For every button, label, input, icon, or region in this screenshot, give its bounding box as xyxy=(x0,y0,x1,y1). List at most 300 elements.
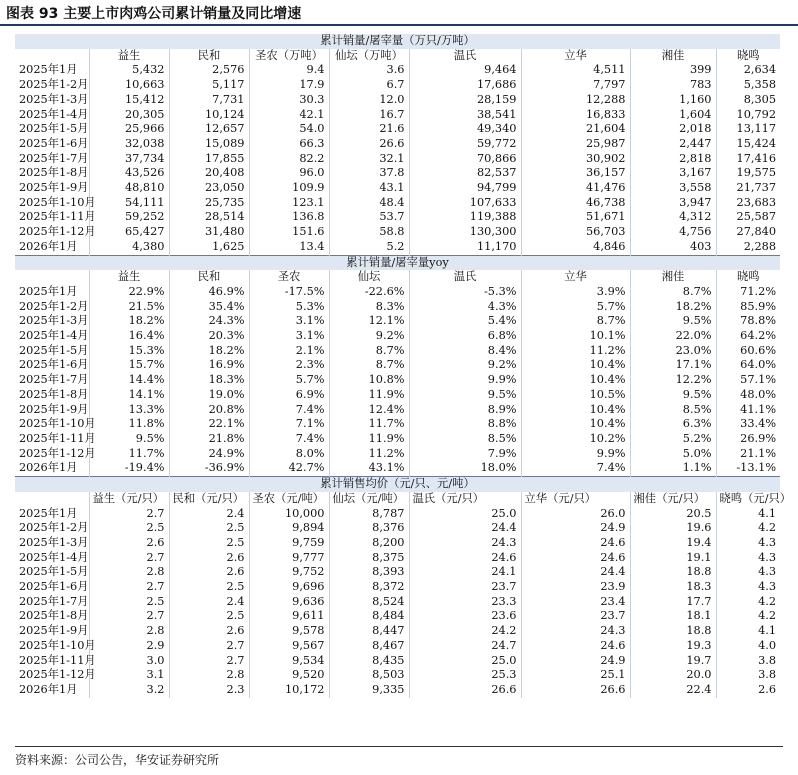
value-cell: 5.0% xyxy=(630,447,716,462)
value-cell: -22.6% xyxy=(329,285,409,300)
value-cell: 3.1 xyxy=(89,668,169,683)
value-cell: 20.0 xyxy=(630,668,716,683)
value-cell: 2.5 xyxy=(169,536,249,551)
table-row xyxy=(15,654,780,669)
value-cell: 8.8% xyxy=(409,417,521,432)
table-row xyxy=(15,210,780,225)
value-cell: 16,833 xyxy=(521,108,630,123)
column-header: 仙坛 xyxy=(329,270,409,285)
value-cell: 9,636 xyxy=(249,595,329,610)
table-row xyxy=(15,551,780,566)
value-cell: 3,947 xyxy=(630,196,716,211)
value-cell: 41.1% xyxy=(740,402,777,416)
value-cell: 11.8% xyxy=(89,417,169,432)
table-row xyxy=(15,536,780,551)
value-cell: 24.1 xyxy=(409,565,521,580)
value-cell: 1,625 xyxy=(169,240,249,255)
value-cell: 10,172 xyxy=(249,683,329,698)
value-cell: 7.1% xyxy=(249,417,329,432)
value-cell: 25,735 xyxy=(169,196,249,211)
value-cell: 20.5 xyxy=(630,507,716,522)
value-cell: 5,432 xyxy=(89,63,169,78)
column-header: 圣农（元/吨） xyxy=(249,492,329,507)
period-cell: 2025年1-9月 xyxy=(15,181,89,196)
value-cell: 18.3% xyxy=(169,373,249,388)
value-cell: 136.8 xyxy=(249,210,329,225)
value-cell: 18.3 xyxy=(630,580,716,595)
value-cell: 9.5% xyxy=(630,314,716,329)
value-cell: 4.0 xyxy=(758,638,777,652)
value-cell: 2,634 xyxy=(743,63,777,77)
value-cell: 19.4 xyxy=(630,536,716,551)
column-header: 湘佳（元/只） xyxy=(630,492,716,507)
value-cell: -13.1% xyxy=(736,461,777,475)
value-cell: 25,587 xyxy=(736,210,777,224)
value-cell: 2.5 xyxy=(89,595,169,610)
value-cell: 3.1% xyxy=(249,314,329,329)
period-cell: 2026年1月 xyxy=(15,240,89,255)
value-cell: 18.8 xyxy=(630,624,716,639)
table-row xyxy=(15,461,780,476)
value-cell: 10,000 xyxy=(249,507,329,522)
value-cell: 2.7 xyxy=(89,580,169,595)
column-header: 立华 xyxy=(521,270,630,285)
value-cell: 4.3 xyxy=(758,565,777,579)
period-cell: 2025年1-6月 xyxy=(15,137,89,152)
value-cell: 5.7% xyxy=(249,373,329,388)
value-cell: 19.1 xyxy=(630,551,716,566)
table-row xyxy=(15,565,780,580)
value-cell: 26.6 xyxy=(521,683,630,698)
value-cell: 8.7% xyxy=(521,314,630,329)
value-cell: 23.9 xyxy=(521,580,630,595)
value-cell: 9,777 xyxy=(249,551,329,566)
table-row xyxy=(15,432,780,447)
value-cell: 4.1 xyxy=(758,506,777,520)
value-cell: 17.7 xyxy=(630,595,716,610)
table-row xyxy=(15,624,780,639)
value-cell: 26.9% xyxy=(740,431,777,445)
value-cell: 2.6 xyxy=(89,536,169,551)
value-cell: 5,117 xyxy=(169,78,249,93)
value-cell: 2.6 xyxy=(169,551,249,566)
value-cell: 18.1 xyxy=(630,609,716,624)
value-cell: 2.6 xyxy=(169,624,249,639)
value-cell: 46.9% xyxy=(169,285,249,300)
value-cell: 16.7 xyxy=(329,108,409,123)
value-cell: 2,818 xyxy=(630,152,716,167)
value-cell: 28,159 xyxy=(409,93,521,108)
value-cell: 9,696 xyxy=(249,580,329,595)
value-cell: 403 xyxy=(630,240,716,255)
value-cell: 2.7 xyxy=(89,507,169,522)
value-cell: 5.2% xyxy=(630,432,716,447)
column-header-row xyxy=(15,49,780,64)
value-cell: 24.4 xyxy=(521,565,630,580)
column-header: 益生 xyxy=(89,270,169,285)
value-cell: 5.2 xyxy=(329,240,409,255)
value-cell: 2.7 xyxy=(89,551,169,566)
value-cell: 15,089 xyxy=(169,137,249,152)
value-cell: 8,375 xyxy=(329,551,409,566)
value-cell: -5.3% xyxy=(409,285,521,300)
value-cell: 8,305 xyxy=(743,92,777,106)
value-cell: 21.6 xyxy=(329,122,409,137)
value-cell: 10,124 xyxy=(169,108,249,123)
column-header xyxy=(15,270,89,285)
period-cell: 2025年1-7月 xyxy=(15,152,89,167)
value-cell: 41,476 xyxy=(521,181,630,196)
table-row xyxy=(15,122,780,137)
value-cell: 18.2% xyxy=(630,300,716,315)
value-cell: 14.1% xyxy=(89,388,169,403)
value-cell: 8.4% xyxy=(409,344,521,359)
value-cell: 18.8 xyxy=(630,565,716,580)
value-cell: 24.2 xyxy=(409,624,521,639)
value-cell: 6.7 xyxy=(329,78,409,93)
period-cell: 2025年1-12月 xyxy=(15,447,89,462)
value-cell: 24.6 xyxy=(409,551,521,566)
value-cell: 58.8 xyxy=(329,225,409,240)
value-cell: 49,340 xyxy=(409,122,521,137)
value-cell: 59,772 xyxy=(409,137,521,152)
value-cell: 22.9% xyxy=(89,285,169,300)
value-cell: 21,737 xyxy=(736,181,777,195)
value-cell: 78.8% xyxy=(740,314,777,328)
table-row xyxy=(15,314,780,329)
value-cell: 42.7% xyxy=(249,461,329,476)
value-cell: 4,380 xyxy=(89,240,169,255)
value-cell: 8,435 xyxy=(329,654,409,669)
value-cell: 57.1% xyxy=(740,373,777,387)
value-cell: 70,866 xyxy=(409,152,521,167)
period-cell: 2025年1-3月 xyxy=(15,536,89,551)
table-body xyxy=(15,34,792,698)
table-row xyxy=(15,152,780,167)
value-cell: 19.3 xyxy=(630,639,716,654)
value-cell: 9,567 xyxy=(249,639,329,654)
column-header: 立华 xyxy=(521,49,630,64)
value-cell: 16.4% xyxy=(89,329,169,344)
value-cell: 2,018 xyxy=(630,122,716,137)
period-cell: 2025年1-2月 xyxy=(15,300,89,315)
value-cell: 783 xyxy=(630,78,716,93)
value-cell: 18.2% xyxy=(169,344,249,359)
table-row xyxy=(15,137,780,152)
value-cell: 10.4% xyxy=(521,403,630,418)
value-cell: 11.2% xyxy=(521,344,630,359)
value-cell: 37.8 xyxy=(329,166,409,181)
value-cell: 15.7% xyxy=(89,358,169,373)
value-cell: 8,467 xyxy=(329,639,409,654)
section-title: 累计销量/屠宰量yoy xyxy=(15,255,780,270)
value-cell: 9.9% xyxy=(409,373,521,388)
column-header: 益生 xyxy=(89,49,169,64)
value-cell: 46,738 xyxy=(521,196,630,211)
value-cell: 24.3 xyxy=(521,624,630,639)
value-cell: 9,759 xyxy=(249,536,329,551)
value-cell: 24.3 xyxy=(409,536,521,551)
value-cell: 3.2 xyxy=(89,683,169,698)
value-cell: 4.3 xyxy=(758,580,777,594)
value-cell: 7.4% xyxy=(249,403,329,418)
period-cell: 2025年1-10月 xyxy=(15,196,89,211)
value-cell: 28,514 xyxy=(169,210,249,225)
value-cell: 13,117 xyxy=(736,122,777,136)
value-cell: 19.6 xyxy=(630,521,716,536)
value-cell: 96.0 xyxy=(249,166,329,181)
value-cell: 20,408 xyxy=(169,166,249,181)
period-cell: 2026年1月 xyxy=(15,683,89,698)
table-row xyxy=(15,595,780,610)
value-cell: 43.1% xyxy=(329,461,409,476)
column-header-row xyxy=(15,492,780,507)
value-cell: 64.0% xyxy=(740,358,777,372)
value-cell: 24.9 xyxy=(521,521,630,536)
value-cell: 8.3% xyxy=(329,300,409,315)
period-cell: 2025年1-11月 xyxy=(15,654,89,669)
value-cell: 8.7% xyxy=(329,358,409,373)
column-header: 圣农（万吨） xyxy=(249,49,329,64)
value-cell: 8.0% xyxy=(249,447,329,462)
value-cell: 19,575 xyxy=(736,166,777,180)
value-cell: 13.3% xyxy=(89,403,169,418)
column-header: 湘佳 xyxy=(630,270,716,285)
value-cell: 35.4% xyxy=(169,300,249,315)
value-cell: 12,657 xyxy=(169,122,249,137)
period-cell: 2025年1-8月 xyxy=(15,388,89,403)
value-cell: 11,170 xyxy=(409,240,521,255)
value-cell: 7,797 xyxy=(521,78,630,93)
value-cell: 9,611 xyxy=(249,609,329,624)
column-header: 晓鸣（元/只） xyxy=(719,491,792,505)
value-cell: 6.9% xyxy=(249,388,329,403)
value-cell: 5.3% xyxy=(249,300,329,315)
value-cell: 48,810 xyxy=(89,181,169,196)
section-title-row xyxy=(15,34,780,49)
value-cell: 3.1% xyxy=(249,329,329,344)
value-cell: 8.5% xyxy=(630,403,716,418)
table-row xyxy=(15,329,780,344)
period-cell: 2025年1-12月 xyxy=(15,225,89,240)
column-header: 益生（元/只） xyxy=(89,492,169,507)
value-cell: 30.3 xyxy=(249,93,329,108)
table-row xyxy=(15,300,780,315)
value-cell: 19.7 xyxy=(630,654,716,669)
value-cell: 11.7% xyxy=(89,447,169,462)
value-cell: 56,703 xyxy=(521,225,630,240)
value-cell: 12.2% xyxy=(630,373,716,388)
value-cell: 3.9% xyxy=(521,285,630,300)
value-cell: 3,558 xyxy=(630,181,716,196)
value-cell: 2.5 xyxy=(89,521,169,536)
table-row xyxy=(15,225,780,240)
value-cell: 8.7% xyxy=(329,344,409,359)
value-cell: 22.1% xyxy=(169,417,249,432)
value-cell: 3.0 xyxy=(89,654,169,669)
value-cell: 5.7% xyxy=(521,300,630,315)
value-cell: 15,412 xyxy=(89,93,169,108)
value-cell: 2,288 xyxy=(743,239,777,253)
figure-title: 图表 93 主要上市肉鸡公司累计销量及同比增速 xyxy=(6,6,302,22)
value-cell: 66.3 xyxy=(249,137,329,152)
value-cell: 3,167 xyxy=(630,166,716,181)
value-cell: 24.9% xyxy=(169,447,249,462)
value-cell: 31,480 xyxy=(169,225,249,240)
table-row xyxy=(15,609,780,624)
value-cell: 9.5% xyxy=(630,388,716,403)
value-cell: 8,503 xyxy=(329,668,409,683)
value-cell: 82.2 xyxy=(249,152,329,167)
value-cell: 9,578 xyxy=(249,624,329,639)
value-cell: 64.2% xyxy=(740,329,777,343)
source-note: 资料来源：公司公告，华安证券研究所 xyxy=(15,753,220,767)
period-cell: 2025年1-5月 xyxy=(15,565,89,580)
value-cell: 14.4% xyxy=(89,373,169,388)
value-cell: 54.0 xyxy=(249,122,329,137)
value-cell: 109.9 xyxy=(249,181,329,196)
value-cell: 15.3% xyxy=(89,344,169,359)
value-cell: 20,305 xyxy=(89,108,169,123)
value-cell: 20.8% xyxy=(169,403,249,418)
value-cell: 38,541 xyxy=(409,108,521,123)
value-cell: 4,756 xyxy=(630,225,716,240)
period-cell: 2025年1-10月 xyxy=(15,639,89,654)
value-cell: 26.0 xyxy=(521,507,630,522)
table-row xyxy=(15,63,780,78)
value-cell: 23,050 xyxy=(169,181,249,196)
value-cell: 51,671 xyxy=(521,210,630,225)
column-header: 温氏（元/只） xyxy=(409,492,521,507)
value-cell: 21.1% xyxy=(740,446,777,460)
value-cell: 9,752 xyxy=(249,565,329,580)
value-cell: 71.2% xyxy=(740,284,777,298)
period-cell: 2025年1-10月 xyxy=(15,417,89,432)
value-cell: 2.8 xyxy=(169,668,249,683)
value-cell: 23.6 xyxy=(409,609,521,624)
value-cell: 82,537 xyxy=(409,166,521,181)
column-header: 温氏 xyxy=(409,49,521,64)
value-cell: 15,424 xyxy=(736,136,777,150)
value-cell: 37,734 xyxy=(89,152,169,167)
column-header: 湘佳 xyxy=(630,49,716,64)
value-cell: 17.9 xyxy=(249,78,329,93)
value-cell: 1,160 xyxy=(630,93,716,108)
value-cell: 2.5 xyxy=(169,609,249,624)
value-cell: 21,604 xyxy=(521,122,630,137)
value-cell: 24.9 xyxy=(521,654,630,669)
column-header: 仙坛（元/吨） xyxy=(329,492,409,507)
value-cell: 2.8 xyxy=(89,624,169,639)
value-cell: 107,633 xyxy=(409,196,521,211)
column-header xyxy=(15,49,89,64)
value-cell: 25.0 xyxy=(409,507,521,522)
value-cell: 23.7 xyxy=(521,609,630,624)
table-row xyxy=(15,639,780,654)
column-header-row xyxy=(15,270,780,285)
period-cell: 2025年1月 xyxy=(15,63,89,78)
value-cell: 25.3 xyxy=(409,668,521,683)
value-cell: 24.3% xyxy=(169,314,249,329)
value-cell: 19.0% xyxy=(169,388,249,403)
title-rule xyxy=(0,24,798,26)
period-cell: 2025年1-7月 xyxy=(15,595,89,610)
value-cell: 10.4% xyxy=(521,373,630,388)
value-cell: 9.2% xyxy=(409,358,521,373)
period-cell: 2025年1-7月 xyxy=(15,373,89,388)
value-cell: 8.7% xyxy=(630,285,716,300)
value-cell: 43.1 xyxy=(329,181,409,196)
value-cell: -19.4% xyxy=(89,461,169,476)
value-cell: 32,038 xyxy=(89,137,169,152)
value-cell: 24.4 xyxy=(409,521,521,536)
value-cell: 23.7 xyxy=(409,580,521,595)
value-cell: 53.7 xyxy=(329,210,409,225)
value-cell: 4.1 xyxy=(758,624,777,638)
table-row xyxy=(15,373,780,388)
column-header: 晓鸣 xyxy=(736,48,760,62)
period-cell: 2026年1月 xyxy=(15,461,89,476)
value-cell: 33.4% xyxy=(740,417,777,431)
period-cell: 2025年1-2月 xyxy=(15,78,89,93)
value-cell: 151.6 xyxy=(249,225,329,240)
section-title: 累计销售均价（元/只、元/吨） xyxy=(15,477,780,492)
value-cell: 24.6 xyxy=(521,536,630,551)
value-cell: 11.9% xyxy=(329,432,409,447)
value-cell: 399 xyxy=(630,63,716,78)
value-cell: 94,799 xyxy=(409,181,521,196)
value-cell: 9,520 xyxy=(249,668,329,683)
value-cell: 4.3 xyxy=(758,550,777,564)
value-cell: 8,200 xyxy=(329,536,409,551)
value-cell: 8,372 xyxy=(329,580,409,595)
value-cell: -17.5% xyxy=(249,285,329,300)
value-cell: 32.1 xyxy=(329,152,409,167)
table-row xyxy=(15,417,780,432)
value-cell: 18.0% xyxy=(409,461,521,476)
value-cell: 24.6 xyxy=(521,551,630,566)
value-cell: 2.6 xyxy=(758,682,777,696)
section-title-row xyxy=(15,255,780,270)
period-cell: 2025年1-4月 xyxy=(15,329,89,344)
table-row xyxy=(15,447,780,462)
value-cell: 6.8% xyxy=(409,329,521,344)
column-header: 温氏 xyxy=(409,270,521,285)
value-cell: 2.3% xyxy=(249,358,329,373)
value-cell: 17.1% xyxy=(630,358,716,373)
value-cell: 4.2 xyxy=(758,594,777,608)
value-cell: 8,376 xyxy=(329,521,409,536)
value-cell: 12.1% xyxy=(329,314,409,329)
table-row xyxy=(15,181,780,196)
value-cell: 12,288 xyxy=(521,93,630,108)
value-cell: 4.2 xyxy=(758,521,777,535)
value-cell: 12.4% xyxy=(329,403,409,418)
table-row xyxy=(15,285,780,300)
value-cell: 4.2 xyxy=(758,609,777,623)
value-cell: 2.7 xyxy=(169,654,249,669)
value-cell: 13.4 xyxy=(249,240,329,255)
value-cell: 10.1% xyxy=(521,329,630,344)
period-cell: 2025年1-9月 xyxy=(15,403,89,418)
value-cell: 9,464 xyxy=(409,63,521,78)
value-cell: 2.4 xyxy=(169,507,249,522)
value-cell: 2.7 xyxy=(89,609,169,624)
value-cell: 4.3 xyxy=(758,535,777,549)
value-cell: 2.5 xyxy=(169,521,249,536)
value-cell: 17,416 xyxy=(736,151,777,165)
column-header: 立华（元/只） xyxy=(521,492,630,507)
